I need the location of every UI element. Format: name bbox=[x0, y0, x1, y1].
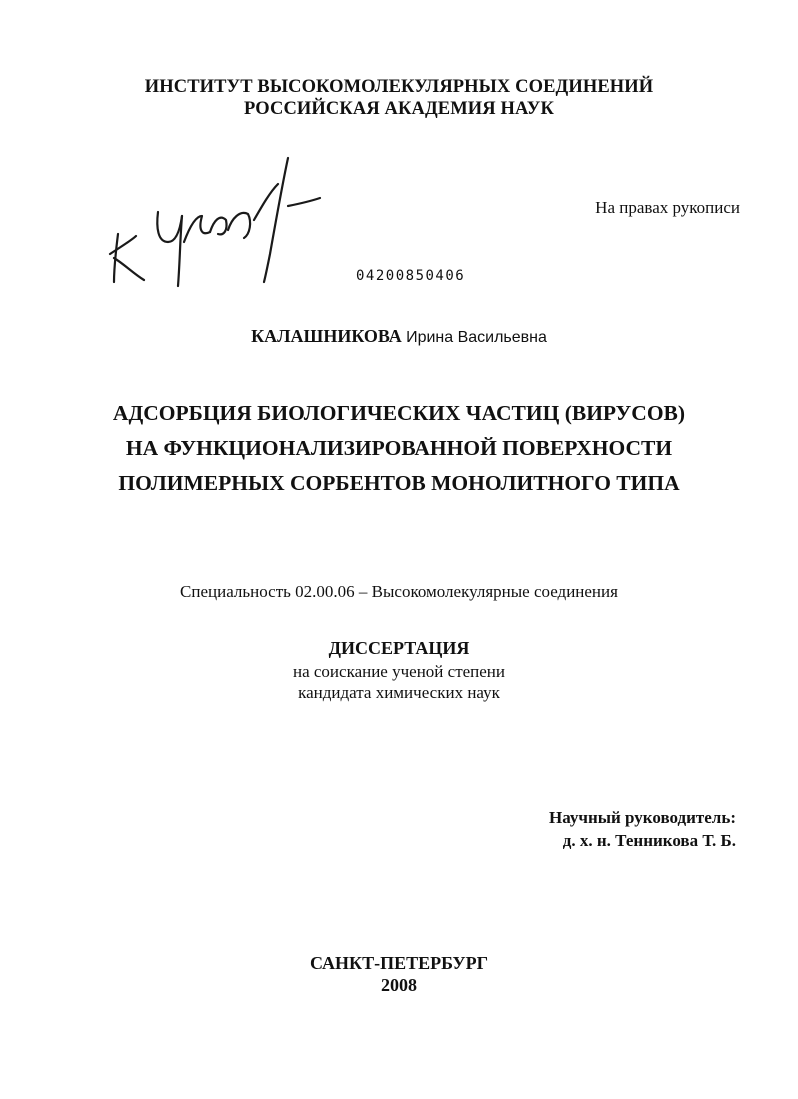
advisor-block bbox=[549, 806, 736, 852]
academy-name: РОССИЙСКАЯ АКАДЕМИЯ НАУК bbox=[244, 99, 554, 119]
institute-name: ИНСТИТУТ ВЫСОКОМОЛЕКУЛЯРНЫХ СОЕДИНЕНИЙ bbox=[144, 77, 654, 97]
advisor-label: Научный руководитель: bbox=[549, 808, 736, 827]
advisor-name: д. х. н. Тенникова Т. Б. bbox=[562, 831, 736, 850]
document-type: ДИССЕРТАЦИЯ bbox=[328, 638, 470, 658]
author-line bbox=[0, 326, 798, 347]
degree-description bbox=[0, 661, 798, 703]
footer-block bbox=[0, 952, 798, 996]
institute-header bbox=[0, 76, 798, 120]
city-name: САНКТ-ПЕТЕРБУРГ bbox=[309, 953, 489, 973]
author-given-names: Ирина Васильевна bbox=[406, 329, 547, 346]
author-surname: КАЛАШНИКОВА bbox=[251, 326, 402, 346]
degree-line: на соискание ученой степени bbox=[292, 662, 506, 681]
dissertation-title bbox=[0, 396, 798, 501]
specialty-line: Специальность 02.00.06 – Высокомолекулярные соединения bbox=[180, 582, 618, 601]
degree-line: кандидата химических наук bbox=[298, 683, 500, 702]
title-line: НА ФУНКЦИОНАЛИЗИРОВАННОЙ ПОВЕРХНОСТИ bbox=[125, 436, 673, 460]
year: 2008 bbox=[381, 975, 417, 995]
document-number: 04200850406 bbox=[356, 268, 466, 284]
manuscript-note: На правах рукописи bbox=[595, 198, 740, 217]
title-line: ПОЛИМЕРНЫХ СОРБЕНТОВ МОНОЛИТНОГО ТИПА bbox=[118, 471, 680, 495]
handwritten-signature bbox=[92, 150, 332, 290]
title-line: АДСОРБЦИЯ БИОЛОГИЧЕСКИХ ЧАСТИЦ (ВИРУСОВ) bbox=[112, 401, 686, 425]
